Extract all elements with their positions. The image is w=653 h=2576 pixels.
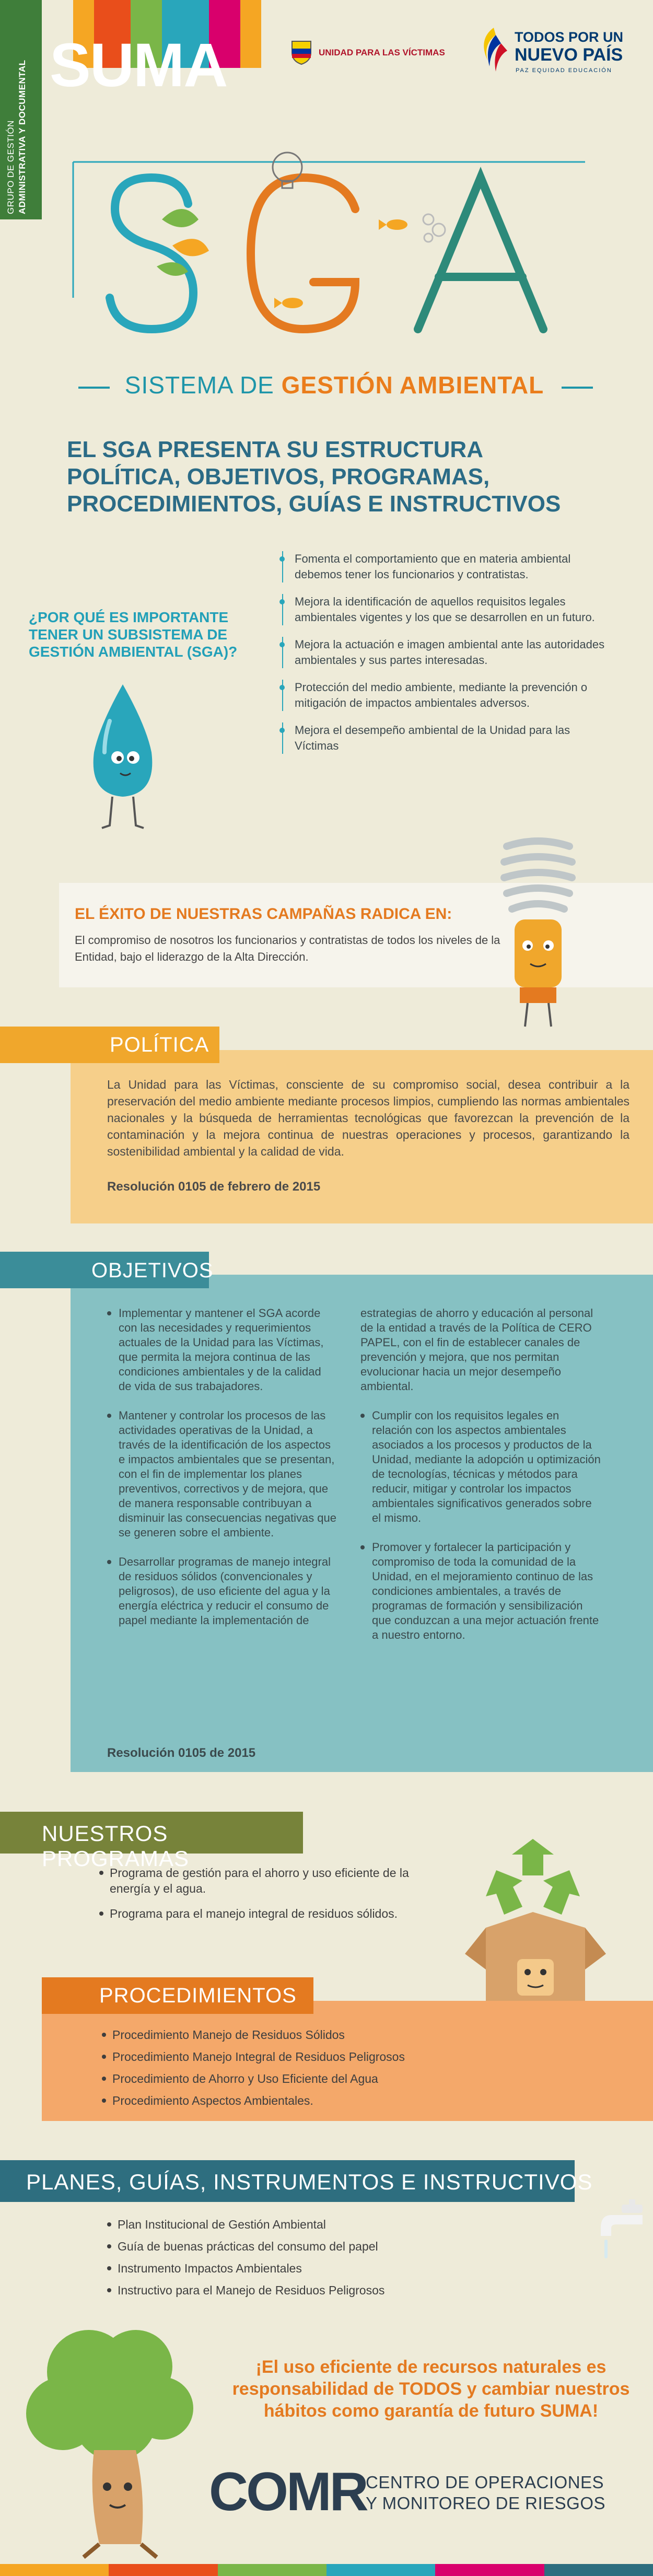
- list-item: Mejora el desempeño ambiental de la Unidad para las Víctimas: [282, 722, 606, 754]
- politica-label: POLÍTICA: [0, 1027, 219, 1063]
- closing-message: ¡El uso eficiente de recursos naturales es responsabilidad de TODOS y cambiar nuestros hábitos como garantía de futuro SUMA!: [232, 2357, 630, 2421]
- objetivos-left-column: [107, 1306, 337, 1642]
- procedimientos-label: PROCEDIMIENTOS: [42, 1977, 313, 2014]
- bubbles-icon: [423, 214, 445, 242]
- comr-logo: COMR CENTRO DE OPERACIONES Y MONITOREO DE RIESGOS: [209, 2462, 606, 2522]
- list-item: Procedimiento Manejo Integral de Residuos Peligrosos: [102, 2049, 468, 2065]
- tree-mascot-icon: [21, 2325, 209, 2560]
- list-item: Plan Institucional de Gestión Ambiental: [107, 2217, 525, 2232]
- side-label: GRUPO DE GESTIÓN ADMINISTRATIVA Y DOCUMENTAL: [6, 60, 27, 214]
- list-item: Programa para el manejo integral de residuos sólidos.: [99, 1906, 444, 1921]
- why-question: ¿POR QUÉ ES IMPORTANTE TENER UN SUBSISTEMA DE GESTIÓN AMBIENTAL (SGA)?: [29, 609, 238, 660]
- list-item: Implementar y mantener el SGA acorde con las necesidades y requerimientos actuales de la Unidad para las Víctimas, que permita la mejora continua de las condiciones ambientales y de la calidad de vida de sus trabajadores.: [107, 1306, 337, 1394]
- water-drop-mascot-icon: [78, 679, 167, 836]
- success-text: El compromiso de nosotros los funcionarios y contratistas de todos los niveles de la Entidad, bajo el liderazgo de la Alta Dirección.: [75, 934, 500, 963]
- stripe-segment: [544, 2564, 653, 2576]
- politica-panel: [71, 1050, 653, 1223]
- stripe-segment: [0, 2564, 109, 2576]
- list-item: Promover y fortalecer la participación y compromiso de toda la comunidad de la Unidad, en el mejoramiento continuo de las condiciones ambientales, a través de programas de formación y sensibilización que conduzcan a una mejor actuación frente a nuestro entorno.: [360, 1540, 601, 1642]
- objetivos-right-column: [360, 1306, 601, 1657]
- stripe-segment: [326, 2564, 435, 2576]
- politica-text: La Unidad para las Víctimas, consciente de su compromiso social, desea contribuir a la preservación del medio ambiente mediante procesos limpios, cumpliendo las normas ambientales nacionales y la búsqueda de herramientas tecnológicas que favorezcan la prevención de la contaminación y la mejora continua de nuestras operaciones y procesos, garantizando la sostenibilidad ambiental y la calidad de vida.: [107, 1078, 629, 1158]
- faucet-icon: [590, 2199, 648, 2283]
- list-item: Desarrollar programas de manejo integral de residuos sólidos (convencionales y peligrosos), de uso eficiente del agua y la energía eléctrica y reducir el consumo de papel mediante la implementación de: [107, 1555, 337, 1628]
- sga-hero: [63, 141, 596, 413]
- list-item: Procedimiento Manejo de Residuos Sólidos: [102, 2027, 468, 2043]
- list-item-continuation: estrategias de ahorro y educación al personal de la entidad a través de la Política de CERO PAPEL, con el fin de establecer canales de prevención y mejora, que nos permitan evolucionar hacia un mejor desempeño ambiental.: [360, 1307, 593, 1393]
- programas-label: NUESTROS PROGRAMAS: [0, 1812, 303, 1854]
- stripe-segment: [435, 2564, 544, 2576]
- why-list: [282, 551, 606, 765]
- side-label-strip: [0, 0, 42, 219]
- unidad-victimas-logo: UNIDAD PARA LAS VÍCTIMAS: [290, 39, 457, 65]
- list-item: Procedimiento Aspectos Ambientales.: [102, 2093, 468, 2108]
- list-item: Cumplir con los requisitos legales en relación con los aspectos ambientales asociados a los procesos y productos de la Unidad, mediante la adopción u optimización de tecnologías, técnicas y métodos para reducir, mitigar y controlar los impactos ambientales significativos generados sobre el mismo.: [360, 1408, 601, 1525]
- list-item: Mejora la identificación de aquellos requisitos legales ambientales vigentes y los que se desarrollen en un futuro.: [282, 594, 606, 625]
- stripe-segment: [218, 2564, 326, 2576]
- fish-icon: [274, 219, 407, 308]
- sga-subtitle: SISTEMA DE GESTIÓN AMBIENTAL: [124, 371, 544, 399]
- list-item: Mantener y controlar los procesos de las actividades operativas de la Unidad, a través de la identificación de los aspectos e impactos ambientales que se presentan, con el fin de implementar los planes preventivos, correctivos y de mejora, que de manera responsable contribuyan a disminuir las consecuencias negativas que se generen sobre el ambiente.: [107, 1408, 337, 1540]
- list-item: Procedimiento de Ahorro y Uso Eficiente del Agua: [102, 2071, 468, 2087]
- procedimientos-list: [102, 2027, 468, 2115]
- subtitle-rule: [78, 387, 110, 389]
- cfl-bulb-mascot-icon: [486, 825, 590, 1034]
- subtitle-rule: [562, 387, 593, 389]
- list-item: Instrumento Impactos Ambientales: [107, 2260, 525, 2276]
- list-item: Guía de buenas prácticas del consumo del papel: [107, 2239, 525, 2254]
- intro-heading: EL SGA PRESENTA SU ESTRUCTURA POLÍTICA, OBJETIVOS, PROGRAMAS, PROCEDIMIENTOS, GUÍAS E INSTRUCTIVOS: [67, 437, 561, 517]
- list-item: Instructivo para el Manejo de Residuos Peligrosos: [107, 2282, 525, 2298]
- success-title: EL ÉXITO DE NUESTRAS CAMPAÑAS RADICA EN:: [75, 905, 452, 923]
- list-item: Fomenta el comportamiento que en materia ambiental debemos tener los funcionarios y contratistas.: [282, 551, 606, 582]
- nuevo-pais-emblem-icon: [478, 24, 510, 76]
- suma-logo: SUMA: [50, 31, 227, 100]
- programas-list: [99, 1865, 444, 1931]
- sga-illustration: [63, 141, 596, 360]
- planes-panel: [78, 2202, 549, 2317]
- shield-icon: [290, 39, 313, 65]
- footer-color-stripe: [0, 2564, 653, 2576]
- stripe-segment: [109, 2564, 217, 2576]
- objetivos-panel: [71, 1275, 653, 1772]
- objetivos-label: OBJETIVOS: [0, 1252, 209, 1288]
- nuevo-pais-logo: TODOS POR UN NUEVO PAÍS PAZ EQUIDAD EDUCACIÓN: [478, 24, 635, 81]
- list-item: Protección del medio ambiente, mediante la prevención o mitigación de impactos ambientales adversos.: [282, 680, 606, 711]
- planes-label: PLANES, GUÍAS, INSTRUMENTOS E INSTRUCTIVOS: [0, 2160, 575, 2202]
- list-item: Mejora la actuación e imagen ambiental ante las autoridades ambientales y sus partes interesadas.: [282, 637, 606, 668]
- planes-list: [107, 2217, 525, 2304]
- objetivos-resolution: Resolución 0105 de 2015: [107, 1746, 256, 1760]
- list-item: Programa de gestión para el ahorro y uso eficiente de la energía y el agua.: [99, 1865, 444, 1896]
- politica-resolution: Resolución 0105 de febrero de 2015: [107, 1180, 321, 1194]
